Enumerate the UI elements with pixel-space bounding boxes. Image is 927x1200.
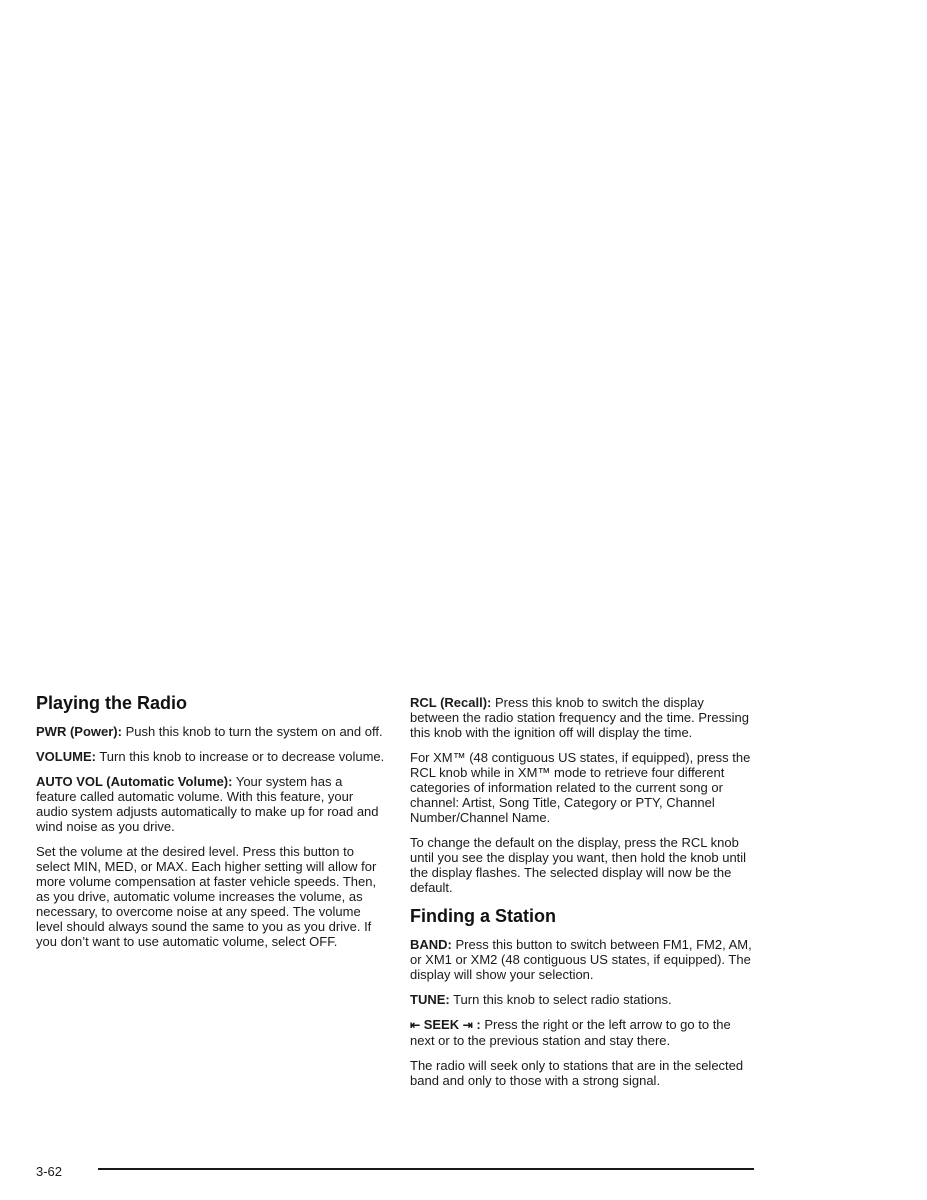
seek-colon: : xyxy=(476,1017,481,1032)
term-tune: TUNE: xyxy=(410,992,450,1007)
text-band: Press this button to switch between FM1, FM2, AM, or XM1 or XM2 (48 contiguous US states, if equipped). The display will show your selection. xyxy=(410,937,752,982)
paragraph-xm xyxy=(410,750,755,825)
text-auto-vol: Your system has a feature called automatic volume. With this feature, your audio system adjusts automatically to make up for road and wind noise as you drive. xyxy=(36,774,379,834)
paragraph-volume xyxy=(36,749,386,764)
term-auto-vol: AUTO VOL (Automatic Volume): xyxy=(36,774,233,789)
paragraph-seek-note xyxy=(410,1058,755,1088)
paragraph-tune xyxy=(410,992,755,1007)
right-column xyxy=(410,692,755,1098)
text-tune: Turn this knob to select radio stations. xyxy=(449,992,672,1007)
paragraph-change-default xyxy=(410,835,755,895)
text-rcl: Press this knob to switch the display between the radio station frequency and the time. Pressing this knob with the ignition off will display the time. xyxy=(410,695,749,740)
footer-divider xyxy=(98,1168,754,1170)
text-change-default: To change the default on the display, press the RCL knob until you see the display you want, then hold the knob until the display flashes. The selected display will now be the default. xyxy=(410,835,747,895)
section-heading-playing-the-radio: Playing the Radio xyxy=(36,693,188,713)
term-pwr: PWR (Power): xyxy=(36,724,122,739)
seek-right-arrow-icon: ⇥ xyxy=(462,1018,473,1032)
left-column xyxy=(36,692,386,959)
text-xm: For XM™ (48 contiguous US states, if equipped), press the RCL knob while in XM™ mode to retrieve four different categories of information related to the current song or channel: Artist, Song Title, Category or PTY, Channel Number/Channel Name. xyxy=(410,750,751,825)
text-seek: Press the right or the left arrow to go to the next or to the previous station and stay there. xyxy=(410,1017,731,1048)
paragraph-rcl xyxy=(410,695,755,740)
text-seek-note: The radio will seek only to stations that are in the selected band and only to those with a strong signal. xyxy=(410,1058,744,1088)
paragraph-auto-vol xyxy=(36,774,386,834)
term-rcl: RCL (Recall): xyxy=(410,695,492,710)
paragraph-seek xyxy=(410,1017,755,1048)
paragraph-band xyxy=(410,937,755,982)
term-volume: VOLUME: xyxy=(36,749,96,764)
paragraph-set-volume xyxy=(36,844,386,949)
page-number: 3-62 xyxy=(36,1164,63,1179)
text-set-volume: Set the volume at the desired level. Press this button to select MIN, MED, or MAX. Each higher setting will allow for more volume compensation at faster vehicle speeds. Then, as you drive, automatic volume increases the volume, as necessary, to overcome noise at any speed. The volume level should always sound the same to you as you drive. If you don’t want to use automatic volume, select OFF. xyxy=(36,844,377,949)
paragraph-pwr xyxy=(36,724,386,739)
text-volume: Turn this knob to increase or to decrease volume. xyxy=(95,749,385,764)
text-pwr: Push this knob to turn the system on and off. xyxy=(121,724,383,739)
term-seek: SEEK xyxy=(423,1017,460,1032)
seek-left-arrow-icon: ⇤ xyxy=(410,1018,421,1032)
term-band: BAND: xyxy=(410,937,452,952)
section-heading-finding-a-station: Finding a Station xyxy=(410,906,556,926)
